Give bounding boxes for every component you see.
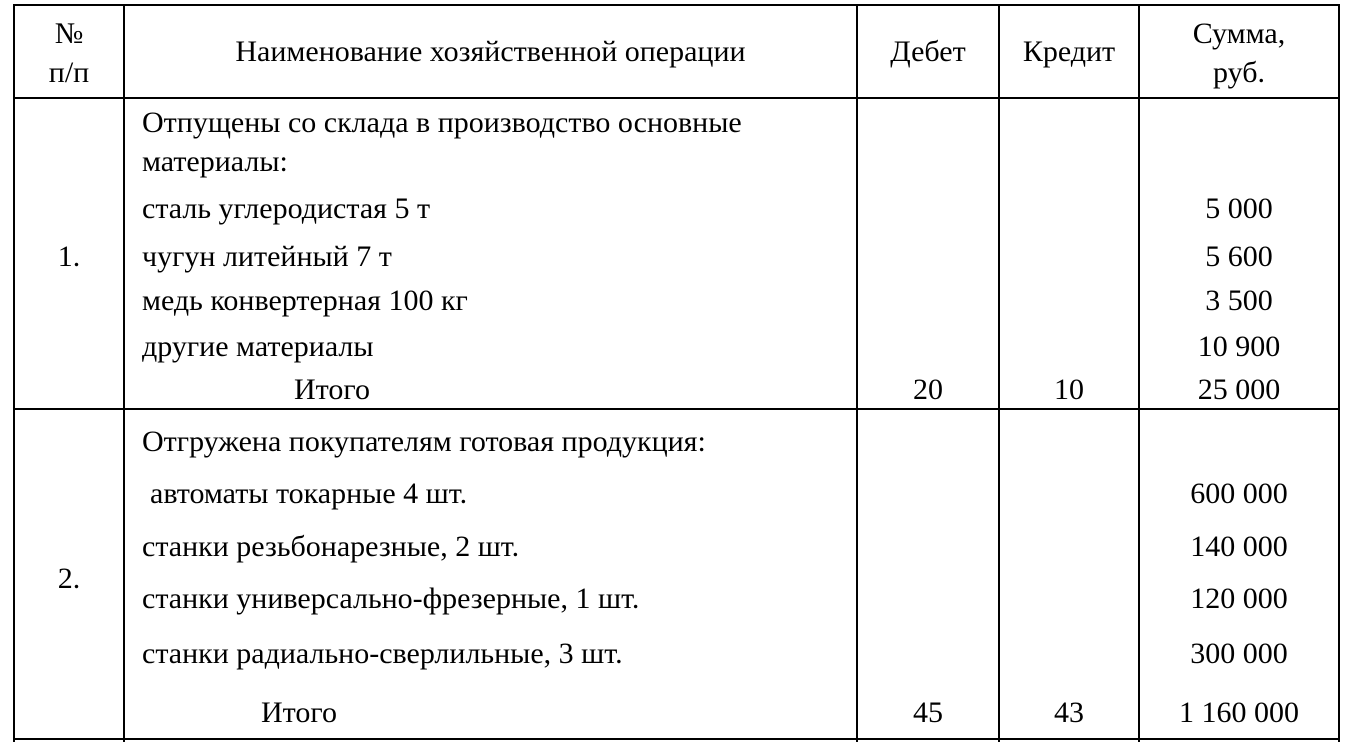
- header-number-line2: п/п: [48, 56, 90, 89]
- table-bottom-border: [13, 738, 1340, 740]
- item-name: станки универсально-фрезерные, 1 шт.: [142, 582, 640, 615]
- table-left-border: [13, 4, 15, 742]
- item-sum: 3 500: [1205, 284, 1273, 317]
- item-name: медь конвертерная 100 кг: [142, 284, 468, 317]
- table-top-border: [13, 4, 1340, 6]
- item-name: другие материалы: [142, 330, 374, 363]
- header-debit: Дебет: [890, 35, 966, 68]
- header-operation: Наименование хозяйственной операции: [235, 35, 746, 68]
- operation-title-cont: материалы:: [142, 145, 288, 178]
- credit-value: 10: [1054, 373, 1084, 406]
- total-label: Итого: [261, 696, 337, 729]
- col-divider-number: [123, 4, 125, 742]
- operation-title: Отпущены со склада в производство основные: [142, 106, 742, 139]
- row-number: 1.: [57, 240, 81, 273]
- item-name: сталь углеродистая 5 т: [142, 192, 431, 225]
- header-credit: Кредит: [1022, 35, 1116, 68]
- total-sum: 1 160 000: [1179, 696, 1299, 729]
- header-sum-line1: Сумма,: [1192, 17, 1286, 50]
- operation-title: Отгружена покупателям готовая продукция:: [142, 425, 706, 458]
- debit-value: 45: [913, 696, 943, 729]
- item-name: чугун литейный 7 т: [142, 240, 392, 273]
- header-bottom-border: [13, 97, 1340, 99]
- item-sum: 300 000: [1190, 637, 1288, 670]
- item-sum: 10 900: [1197, 330, 1281, 363]
- header-sum-line2: руб.: [1213, 56, 1265, 89]
- item-sum: 600 000: [1190, 477, 1288, 510]
- debit-value: 20: [913, 373, 943, 406]
- item-name: станки радиально-сверлильные, 3 шт.: [142, 637, 623, 670]
- item-name: станки резьбонарезные, 2 шт.: [142, 530, 520, 563]
- item-sum: 120 000: [1190, 582, 1288, 615]
- credit-value: 43: [1054, 696, 1084, 729]
- row-number: 2.: [57, 562, 81, 595]
- item-sum: 5 000: [1205, 192, 1273, 225]
- header-number-line1: №: [54, 17, 84, 50]
- item-name: автоматы токарные 4 шт.: [150, 477, 468, 510]
- total-sum: 25 000: [1197, 373, 1281, 406]
- total-label: Итого: [294, 373, 370, 406]
- item-sum: 140 000: [1190, 530, 1288, 563]
- item-sum: 5 600: [1205, 240, 1273, 273]
- row-divider: [13, 408, 1340, 410]
- table-right-border: [1338, 4, 1340, 742]
